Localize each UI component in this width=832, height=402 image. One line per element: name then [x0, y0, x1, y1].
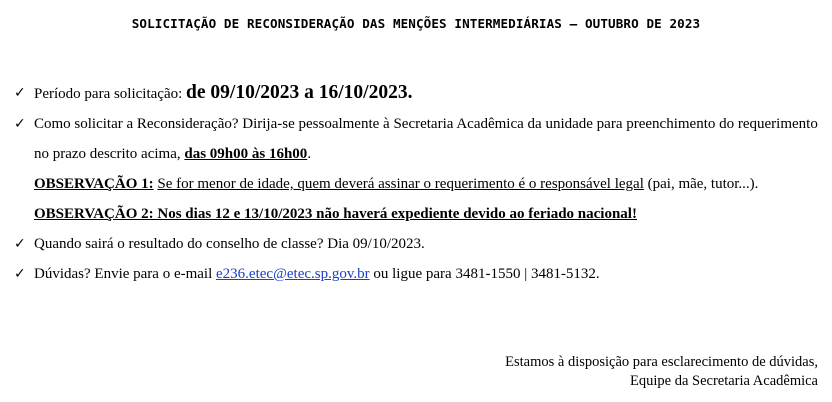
check-icon: ✓	[14, 236, 26, 252]
list-item-como-solicitar	[14, 109, 826, 169]
list-item-resultado	[14, 229, 826, 259]
periodo-dates: de 09/10/2023 a 16/10/2023.	[186, 82, 413, 103]
check-icon: ✓	[14, 85, 26, 101]
signoff-line-1: Estamos à disposição para esclarecimento de dúvidas,	[505, 354, 818, 370]
como-end: .	[307, 146, 312, 162]
observacao-1	[14, 169, 826, 199]
obs1-underlined-text: Se for menor de idade, quem deverá assinar o requerimento é o responsável legal	[157, 176, 644, 192]
office-hours: das 09h00 às 16h00	[184, 146, 308, 162]
observacao-2	[14, 199, 826, 229]
signoff-line-2: Equipe da Secretaria Acadêmica	[630, 373, 818, 389]
list-item-duvidas	[14, 259, 826, 289]
duvidas-post: ou ligue para 3481-1550 | 3481-5132.	[373, 266, 600, 282]
obs2-text: OBSERVAÇÃO 2: Nos dias 12 e 13/10/2023 não haverá expediente devido ao feriado nacional!	[34, 206, 637, 222]
list-item-periodo	[14, 78, 826, 109]
check-icon: ✓	[14, 266, 26, 282]
como-solicitar-text: Como solicitar a Reconsideração? Dirija-se pessoalmente à Secretaria Acadêmica da unidade para preenchimento do requerimento no prazo descrito acima,	[34, 116, 818, 162]
check-icon: ✓	[14, 116, 26, 132]
duvidas-pre: Dúvidas? Envie para o e-mail	[34, 266, 213, 282]
email-link[interactable]: e236.etec@etec.sp.gov.br	[216, 266, 370, 282]
obs1-label: OBSERVAÇÃO 1:	[34, 176, 154, 192]
document-title: SOLICITAÇÃO DE RECONSIDERAÇÃO DAS MENÇÕES INTERMEDIÁRIAS – OUTUBRO DE 2023	[131, 16, 701, 31]
signoff	[505, 353, 818, 391]
resultado-text: Quando sairá o resultado do conselho de classe? Dia 09/10/2023.	[34, 236, 425, 252]
periodo-label: Período para solicitação:	[34, 86, 183, 102]
info-list	[14, 78, 826, 289]
obs1-rest: (pai, mãe, tutor...).	[647, 176, 759, 192]
